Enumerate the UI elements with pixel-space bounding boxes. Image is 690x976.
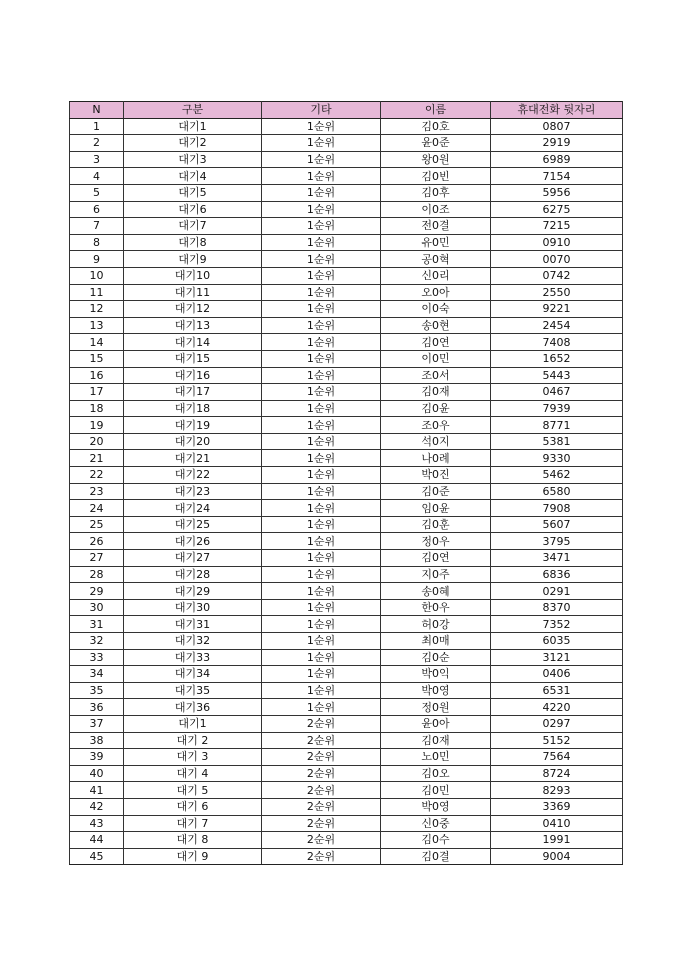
cell-name: 박0익	[381, 666, 491, 683]
cell-phone-suffix: 7154	[491, 168, 623, 185]
table-row	[70, 749, 623, 766]
cell-number: 23	[70, 483, 124, 500]
cell-name: 김0연	[381, 334, 491, 351]
cell-note: 1순위	[262, 350, 381, 367]
cell-phone-suffix: 0070	[491, 251, 623, 268]
table-row	[70, 500, 623, 517]
table-row	[70, 184, 623, 201]
cell-note: 1순위	[262, 384, 381, 401]
cell-category: 대기9	[124, 251, 262, 268]
cell-name: 윤0준	[381, 135, 491, 152]
cell-number: 35	[70, 682, 124, 699]
cell-phone-suffix: 8771	[491, 417, 623, 434]
cell-phone-suffix: 3121	[491, 649, 623, 666]
cell-note: 1순위	[262, 317, 381, 334]
cell-name: 한0우	[381, 599, 491, 616]
cell-category: 대기18	[124, 400, 262, 417]
table-body	[70, 118, 623, 865]
cell-category: 대기16	[124, 367, 262, 384]
cell-category: 대기34	[124, 666, 262, 683]
cell-name: 윤0아	[381, 715, 491, 732]
cell-phone-suffix: 6989	[491, 151, 623, 168]
cell-name: 박0영	[381, 682, 491, 699]
cell-category: 대기23	[124, 483, 262, 500]
table-row	[70, 483, 623, 500]
column-header-phone-suffix: 휴대전화 뒷자리	[491, 102, 623, 119]
table-row	[70, 201, 623, 218]
cell-number: 44	[70, 832, 124, 849]
cell-number: 16	[70, 367, 124, 384]
table-row	[70, 550, 623, 567]
cell-number: 34	[70, 666, 124, 683]
cell-number: 30	[70, 599, 124, 616]
cell-name: 김0오	[381, 765, 491, 782]
cell-phone-suffix: 2550	[491, 284, 623, 301]
cell-name: 김0재	[381, 384, 491, 401]
cell-note: 1순위	[262, 417, 381, 434]
table-row	[70, 118, 623, 135]
cell-category: 대기3	[124, 151, 262, 168]
cell-note: 1순위	[262, 367, 381, 384]
cell-note: 1순위	[262, 301, 381, 318]
cell-category: 대기26	[124, 533, 262, 550]
cell-phone-suffix: 3369	[491, 798, 623, 815]
cell-phone-suffix: 3795	[491, 533, 623, 550]
cell-number: 18	[70, 400, 124, 417]
cell-category: 대기29	[124, 583, 262, 600]
cell-note: 1순위	[262, 467, 381, 484]
cell-name: 송0현	[381, 317, 491, 334]
cell-number: 39	[70, 749, 124, 766]
cell-phone-suffix: 6836	[491, 566, 623, 583]
cell-name: 정0원	[381, 699, 491, 716]
cell-number: 17	[70, 384, 124, 401]
cell-category: 대기 3	[124, 749, 262, 766]
cell-phone-suffix: 6580	[491, 483, 623, 500]
cell-phone-suffix: 1652	[491, 350, 623, 367]
cell-phone-suffix: 3471	[491, 550, 623, 567]
cell-name: 임0윤	[381, 500, 491, 517]
table-row	[70, 533, 623, 550]
cell-name: 송0혜	[381, 583, 491, 600]
cell-phone-suffix: 5381	[491, 433, 623, 450]
cell-name: 노0민	[381, 749, 491, 766]
cell-category: 대기24	[124, 500, 262, 517]
cell-number: 29	[70, 583, 124, 600]
cell-name: 조0서	[381, 367, 491, 384]
cell-name: 김0준	[381, 483, 491, 500]
cell-number: 27	[70, 550, 124, 567]
cell-name: 김0순	[381, 649, 491, 666]
table-row	[70, 151, 623, 168]
table-row	[70, 450, 623, 467]
cell-note: 1순위	[262, 184, 381, 201]
column-header-number: N	[70, 102, 124, 119]
cell-phone-suffix: 7408	[491, 334, 623, 351]
table-row	[70, 566, 623, 583]
cell-category: 대기32	[124, 633, 262, 650]
table-row	[70, 815, 623, 832]
cell-category: 대기1	[124, 715, 262, 732]
cell-note: 1순위	[262, 500, 381, 517]
cell-category: 대기25	[124, 516, 262, 533]
cell-note: 2순위	[262, 832, 381, 849]
table-row	[70, 417, 623, 434]
cell-number: 24	[70, 500, 124, 517]
table-row	[70, 168, 623, 185]
cell-number: 2	[70, 135, 124, 152]
cell-note: 2순위	[262, 815, 381, 832]
cell-note: 2순위	[262, 848, 381, 865]
cell-name: 지0주	[381, 566, 491, 583]
cell-number: 9	[70, 251, 124, 268]
table-row	[70, 583, 623, 600]
cell-number: 42	[70, 798, 124, 815]
cell-name: 이0숙	[381, 301, 491, 318]
cell-phone-suffix: 8724	[491, 765, 623, 782]
cell-phone-suffix: 0410	[491, 815, 623, 832]
cell-phone-suffix: 0467	[491, 384, 623, 401]
cell-number: 37	[70, 715, 124, 732]
cell-phone-suffix: 7939	[491, 400, 623, 417]
cell-number: 38	[70, 732, 124, 749]
table-row	[70, 599, 623, 616]
cell-category: 대기20	[124, 433, 262, 450]
cell-phone-suffix: 2919	[491, 135, 623, 152]
cell-name: 유0민	[381, 234, 491, 251]
cell-name: 김0재	[381, 732, 491, 749]
table-row	[70, 218, 623, 235]
cell-category: 대기31	[124, 616, 262, 633]
cell-category: 대기 5	[124, 782, 262, 799]
cell-note: 1순위	[262, 334, 381, 351]
cell-category: 대기 7	[124, 815, 262, 832]
header-row	[70, 102, 623, 119]
cell-category: 대기14	[124, 334, 262, 351]
waitlist-table	[69, 101, 623, 865]
cell-phone-suffix: 9330	[491, 450, 623, 467]
cell-number: 7	[70, 218, 124, 235]
table-row	[70, 234, 623, 251]
cell-number: 41	[70, 782, 124, 799]
cell-note: 1순위	[262, 201, 381, 218]
cell-phone-suffix: 4220	[491, 699, 623, 716]
cell-name: 김0호	[381, 118, 491, 135]
cell-name: 왕0원	[381, 151, 491, 168]
cell-note: 1순위	[262, 649, 381, 666]
cell-number: 45	[70, 848, 124, 865]
table-row	[70, 848, 623, 865]
cell-number: 28	[70, 566, 124, 583]
cell-name: 전0결	[381, 218, 491, 235]
cell-category: 대기17	[124, 384, 262, 401]
cell-category: 대기 4	[124, 765, 262, 782]
cell-number: 20	[70, 433, 124, 450]
cell-name: 조0우	[381, 417, 491, 434]
cell-category: 대기5	[124, 184, 262, 201]
cell-note: 1순위	[262, 151, 381, 168]
table-row	[70, 467, 623, 484]
cell-phone-suffix: 5462	[491, 467, 623, 484]
cell-note: 1순위	[262, 433, 381, 450]
table-row	[70, 433, 623, 450]
cell-phone-suffix: 7564	[491, 749, 623, 766]
cell-name: 김0결	[381, 848, 491, 865]
table-row	[70, 400, 623, 417]
cell-note: 1순위	[262, 251, 381, 268]
cell-note: 2순위	[262, 798, 381, 815]
cell-number: 21	[70, 450, 124, 467]
cell-name: 최0매	[381, 633, 491, 650]
cell-phone-suffix: 7215	[491, 218, 623, 235]
cell-note: 1순위	[262, 583, 381, 600]
table-row	[70, 633, 623, 650]
table-row	[70, 301, 623, 318]
cell-category: 대기33	[124, 649, 262, 666]
cell-phone-suffix: 6275	[491, 201, 623, 218]
cell-name: 정0우	[381, 533, 491, 550]
cell-category: 대기 2	[124, 732, 262, 749]
cell-name: 오0아	[381, 284, 491, 301]
cell-category: 대기13	[124, 317, 262, 334]
cell-number: 26	[70, 533, 124, 550]
cell-number: 3	[70, 151, 124, 168]
cell-category: 대기22	[124, 467, 262, 484]
cell-note: 1순위	[262, 135, 381, 152]
table-row	[70, 832, 623, 849]
cell-phone-suffix: 9221	[491, 301, 623, 318]
cell-phone-suffix: 1991	[491, 832, 623, 849]
cell-number: 13	[70, 317, 124, 334]
cell-name: 김0후	[381, 184, 491, 201]
table-row	[70, 317, 623, 334]
cell-note: 1순위	[262, 118, 381, 135]
cell-phone-suffix: 5956	[491, 184, 623, 201]
table-row	[70, 765, 623, 782]
cell-category: 대기30	[124, 599, 262, 616]
cell-note: 2순위	[262, 765, 381, 782]
cell-note: 1순위	[262, 666, 381, 683]
table-row	[70, 666, 623, 683]
cell-category: 대기27	[124, 550, 262, 567]
cell-number: 14	[70, 334, 124, 351]
cell-number: 5	[70, 184, 124, 201]
cell-note: 1순위	[262, 550, 381, 567]
cell-category: 대기 6	[124, 798, 262, 815]
cell-phone-suffix: 7352	[491, 616, 623, 633]
cell-phone-suffix: 6035	[491, 633, 623, 650]
cell-note: 1순위	[262, 168, 381, 185]
cell-number: 15	[70, 350, 124, 367]
cell-note: 1순위	[262, 566, 381, 583]
cell-number: 32	[70, 633, 124, 650]
cell-number: 31	[70, 616, 124, 633]
cell-phone-suffix: 0910	[491, 234, 623, 251]
cell-number: 10	[70, 267, 124, 284]
cell-phone-suffix: 7908	[491, 500, 623, 517]
cell-number: 25	[70, 516, 124, 533]
cell-phone-suffix: 0406	[491, 666, 623, 683]
cell-category: 대기11	[124, 284, 262, 301]
table-row	[70, 616, 623, 633]
cell-note: 2순위	[262, 749, 381, 766]
cell-name: 박0영	[381, 798, 491, 815]
cell-name: 신0중	[381, 815, 491, 832]
table-row	[70, 699, 623, 716]
cell-category: 대기19	[124, 417, 262, 434]
cell-name: 김0윤	[381, 400, 491, 417]
cell-name: 신0리	[381, 267, 491, 284]
table-row	[70, 267, 623, 284]
column-header-category: 구분	[124, 102, 262, 119]
cell-category: 대기35	[124, 682, 262, 699]
table-row	[70, 649, 623, 666]
cell-number: 43	[70, 815, 124, 832]
table-row	[70, 732, 623, 749]
cell-number: 36	[70, 699, 124, 716]
cell-name: 허0강	[381, 616, 491, 633]
table-row	[70, 516, 623, 533]
cell-phone-suffix: 0297	[491, 715, 623, 732]
cell-number: 40	[70, 765, 124, 782]
cell-name: 석0지	[381, 433, 491, 450]
cell-note: 1순위	[262, 699, 381, 716]
cell-name: 공0혁	[381, 251, 491, 268]
cell-category: 대기7	[124, 218, 262, 235]
table-row	[70, 384, 623, 401]
cell-phone-suffix: 0291	[491, 583, 623, 600]
cell-note: 1순위	[262, 483, 381, 500]
table-row	[70, 251, 623, 268]
table-row	[70, 782, 623, 799]
cell-name: 김0훈	[381, 516, 491, 533]
cell-note: 1순위	[262, 267, 381, 284]
cell-number: 6	[70, 201, 124, 218]
table-row	[70, 367, 623, 384]
cell-phone-suffix: 5607	[491, 516, 623, 533]
cell-name: 김0연	[381, 550, 491, 567]
cell-number: 1	[70, 118, 124, 135]
cell-number: 12	[70, 301, 124, 318]
cell-number: 4	[70, 168, 124, 185]
cell-phone-suffix: 0742	[491, 267, 623, 284]
cell-category: 대기21	[124, 450, 262, 467]
cell-note: 1순위	[262, 400, 381, 417]
cell-note: 1순위	[262, 533, 381, 550]
cell-note: 1순위	[262, 682, 381, 699]
cell-name: 이0민	[381, 350, 491, 367]
cell-name: 나0례	[381, 450, 491, 467]
cell-category: 대기15	[124, 350, 262, 367]
cell-note: 1순위	[262, 616, 381, 633]
table-row	[70, 715, 623, 732]
cell-phone-suffix: 8370	[491, 599, 623, 616]
cell-category: 대기2	[124, 135, 262, 152]
cell-phone-suffix: 5443	[491, 367, 623, 384]
table-row	[70, 682, 623, 699]
cell-category: 대기1	[124, 118, 262, 135]
cell-category: 대기 9	[124, 848, 262, 865]
cell-category: 대기6	[124, 201, 262, 218]
cell-phone-suffix: 5152	[491, 732, 623, 749]
cell-phone-suffix: 8293	[491, 782, 623, 799]
cell-number: 33	[70, 649, 124, 666]
cell-note: 1순위	[262, 633, 381, 650]
table-row	[70, 135, 623, 152]
column-header-note: 기타	[262, 102, 381, 119]
cell-category: 대기8	[124, 234, 262, 251]
cell-note: 1순위	[262, 234, 381, 251]
cell-name: 이0조	[381, 201, 491, 218]
cell-phone-suffix: 9004	[491, 848, 623, 865]
cell-phone-suffix: 0807	[491, 118, 623, 135]
cell-number: 19	[70, 417, 124, 434]
cell-name: 김0빈	[381, 168, 491, 185]
cell-number: 11	[70, 284, 124, 301]
cell-category: 대기 8	[124, 832, 262, 849]
cell-name: 김0민	[381, 782, 491, 799]
cell-category: 대기36	[124, 699, 262, 716]
table-row	[70, 284, 623, 301]
cell-note: 2순위	[262, 715, 381, 732]
cell-name: 김0수	[381, 832, 491, 849]
cell-note: 1순위	[262, 284, 381, 301]
cell-note: 2순위	[262, 732, 381, 749]
cell-note: 1순위	[262, 516, 381, 533]
cell-name: 박0진	[381, 467, 491, 484]
table-row	[70, 350, 623, 367]
cell-phone-suffix: 2454	[491, 317, 623, 334]
cell-phone-suffix: 6531	[491, 682, 623, 699]
cell-category: 대기10	[124, 267, 262, 284]
table-row	[70, 798, 623, 815]
column-header-name: 이름	[381, 102, 491, 119]
cell-category: 대기4	[124, 168, 262, 185]
cell-category: 대기28	[124, 566, 262, 583]
cell-note: 1순위	[262, 450, 381, 467]
cell-number: 22	[70, 467, 124, 484]
cell-note: 1순위	[262, 218, 381, 235]
cell-note: 2순위	[262, 782, 381, 799]
table-row	[70, 334, 623, 351]
cell-note: 1순위	[262, 599, 381, 616]
cell-category: 대기12	[124, 301, 262, 318]
cell-number: 8	[70, 234, 124, 251]
